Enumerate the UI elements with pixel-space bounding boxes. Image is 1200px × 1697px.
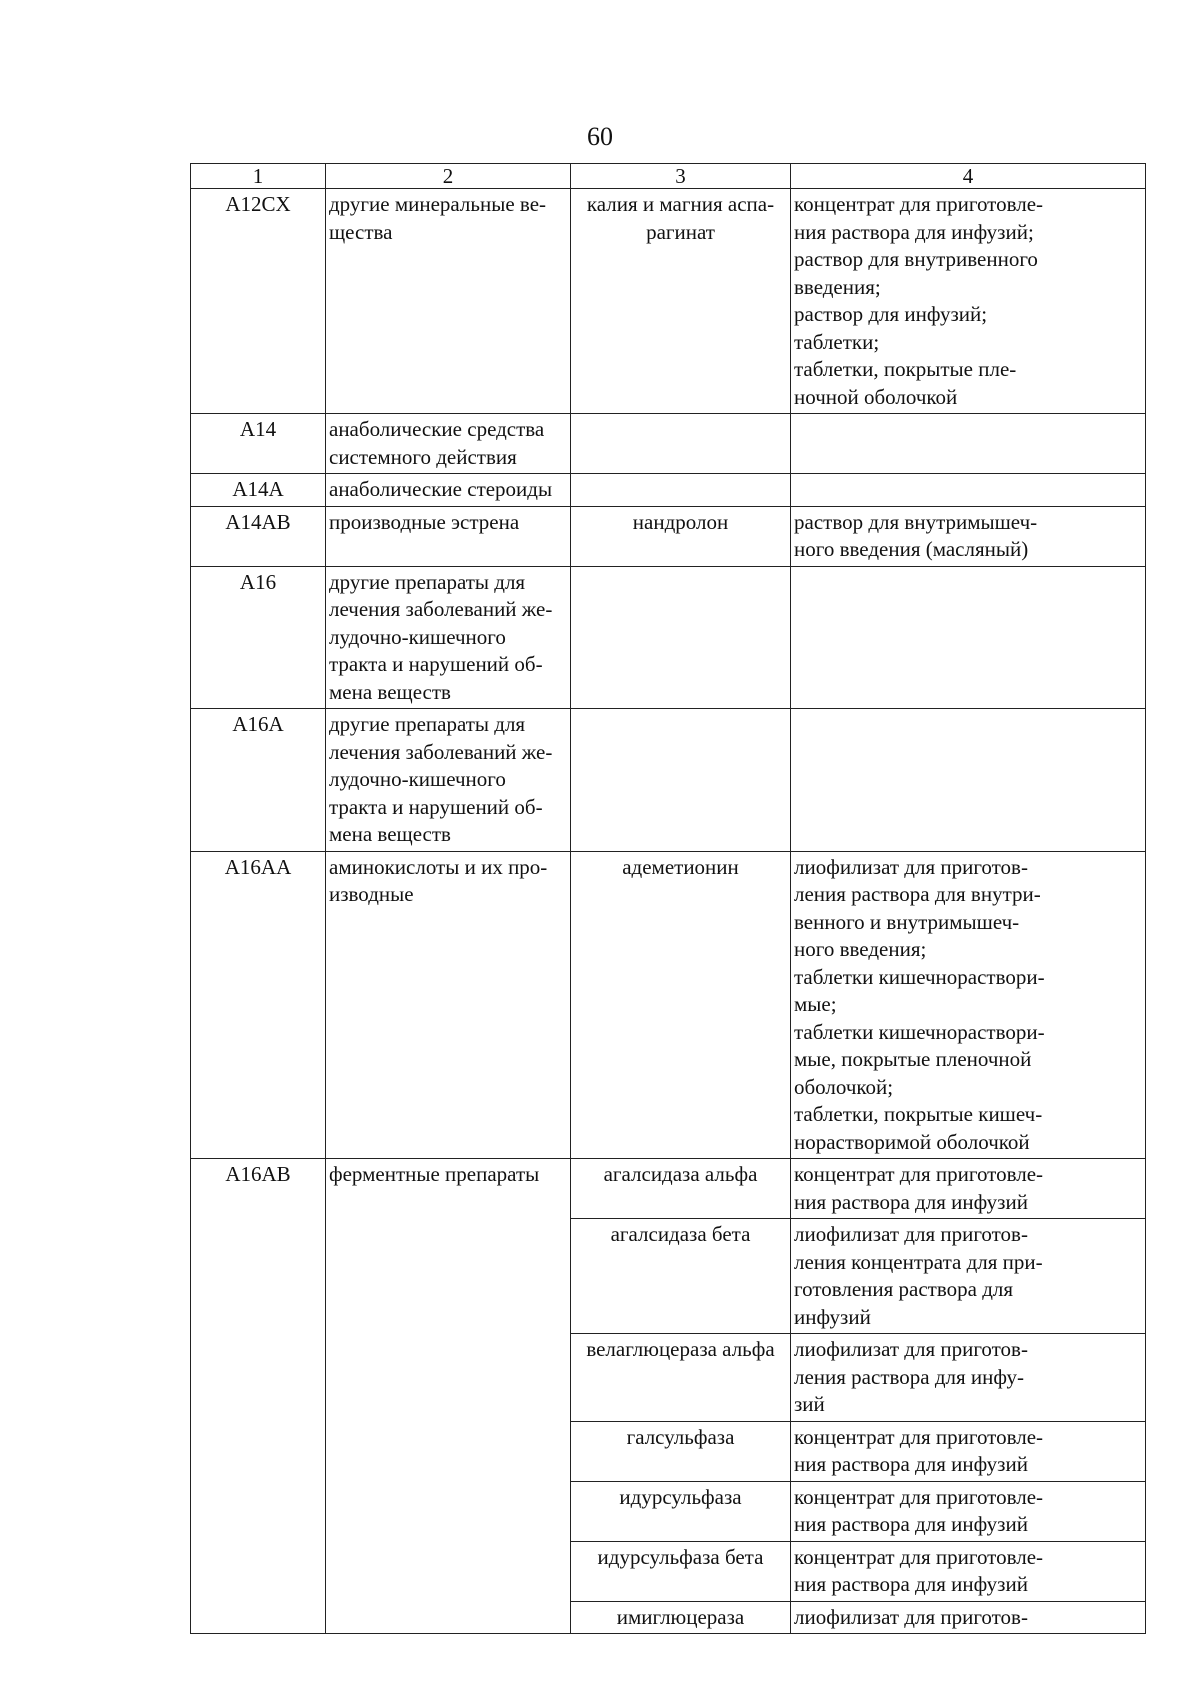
substance-cell: велаглюцераза альфа xyxy=(571,1334,791,1422)
dosage-forms-cell: лиофилизат для приготов- ления раствора для инфу- зий xyxy=(791,1334,1146,1422)
atc-code-cell: A16AA xyxy=(191,851,326,1159)
table-row xyxy=(191,474,1146,507)
substance-cell xyxy=(571,566,791,709)
dosage-forms-cell xyxy=(791,414,1146,474)
table-header-row xyxy=(191,164,1146,189)
dosage-forms-cell: лиофилизат для приготов- ления раствора для внутри- венного и внутримышеч- ного введения; таблетки кишечнораствори- мые; таблетки кишечнораствори- мые, покрытые пленочной оболочкой; таблетки, покрытые кишеч- норастворимой оболочкой xyxy=(791,851,1146,1159)
substance-cell: имиглюцераза xyxy=(571,1601,791,1634)
atc-code-cell: A16AB xyxy=(191,1159,326,1634)
table-row xyxy=(191,566,1146,709)
group-cell: аминокислоты и их про- изводные xyxy=(326,851,571,1159)
dosage-forms-cell xyxy=(791,474,1146,507)
group-cell: производные эстрена xyxy=(326,506,571,566)
substance-cell: калия и магния аспа- рагинат xyxy=(571,189,791,414)
atc-code-cell: A16A xyxy=(191,709,326,852)
substance-cell: агалсидаза бета xyxy=(571,1219,791,1334)
group-cell: анаболические стероиды xyxy=(326,474,571,507)
atc-code-cell: A14A xyxy=(191,474,326,507)
header-cell-3: 3 xyxy=(571,164,791,189)
dosage-forms-cell xyxy=(791,566,1146,709)
substance-cell: галсульфаза xyxy=(571,1421,791,1481)
dosage-forms-cell: раствор для внутримышеч- ного введения (масляный) xyxy=(791,506,1146,566)
substance-cell: агалсидаза альфа xyxy=(571,1159,791,1219)
dosage-forms-cell: концентрат для приготовле- ния раствора для инфузий xyxy=(791,1481,1146,1541)
atc-code-cell: A12CX xyxy=(191,189,326,414)
substance-cell xyxy=(571,709,791,852)
group-cell: другие препараты для лечения заболеваний же- лудочно-кишечного тракта и нарушений об- мена веществ xyxy=(326,709,571,852)
dosage-forms-cell: концентрат для приготовле- ния раствора для инфузий xyxy=(791,1541,1146,1601)
group-cell: другие препараты для лечения заболеваний же- лудочно-кишечного тракта и нарушений об- мена веществ xyxy=(326,566,571,709)
dosage-forms-cell: лиофилизат для приготов- ления концентрата для при- готовления раствора для инфузий xyxy=(791,1219,1146,1334)
substance-cell: идурсульфаза бета xyxy=(571,1541,791,1601)
atc-code-cell: A14AB xyxy=(191,506,326,566)
table-row xyxy=(191,189,1146,414)
substance-cell: адеметионин xyxy=(571,851,791,1159)
table-row xyxy=(191,506,1146,566)
group-cell: другие минеральные ве- щества xyxy=(326,189,571,414)
header-cell-1: 1 xyxy=(191,164,326,189)
substance-cell xyxy=(571,414,791,474)
header-cell-2: 2 xyxy=(326,164,571,189)
substance-cell: идурсульфаза xyxy=(571,1481,791,1541)
dosage-forms-cell: лиофилизат для приготов- xyxy=(791,1601,1146,1634)
dosage-forms-cell: концентрат для приготовле- ния раствора для инфузий xyxy=(791,1421,1146,1481)
atc-code-cell: A16 xyxy=(191,566,326,709)
substance-cell xyxy=(571,474,791,507)
page-number: 60 xyxy=(587,122,613,151)
table-row xyxy=(191,414,1146,474)
table-row xyxy=(191,709,1146,852)
medicines-table xyxy=(190,163,1146,1634)
group-cell: анаболические средства системного действия xyxy=(326,414,571,474)
dosage-forms-cell xyxy=(791,709,1146,852)
header-cell-4: 4 xyxy=(791,164,1146,189)
substance-cell: нандролон xyxy=(571,506,791,566)
group-cell: ферментные препараты xyxy=(326,1159,571,1634)
dosage-forms-cell: концентрат для приготовле- ния раствора для инфузий xyxy=(791,1159,1146,1219)
table-row xyxy=(191,851,1146,1159)
dosage-forms-cell: концентрат для приготовле- ния раствора для инфузий; раствор для внутривенного введения; раствор для инфузий; таблетки; таблетки, покрытые пле- ночной оболочкой xyxy=(791,189,1146,414)
table-row xyxy=(191,1159,1146,1219)
atc-code-cell: A14 xyxy=(191,414,326,474)
